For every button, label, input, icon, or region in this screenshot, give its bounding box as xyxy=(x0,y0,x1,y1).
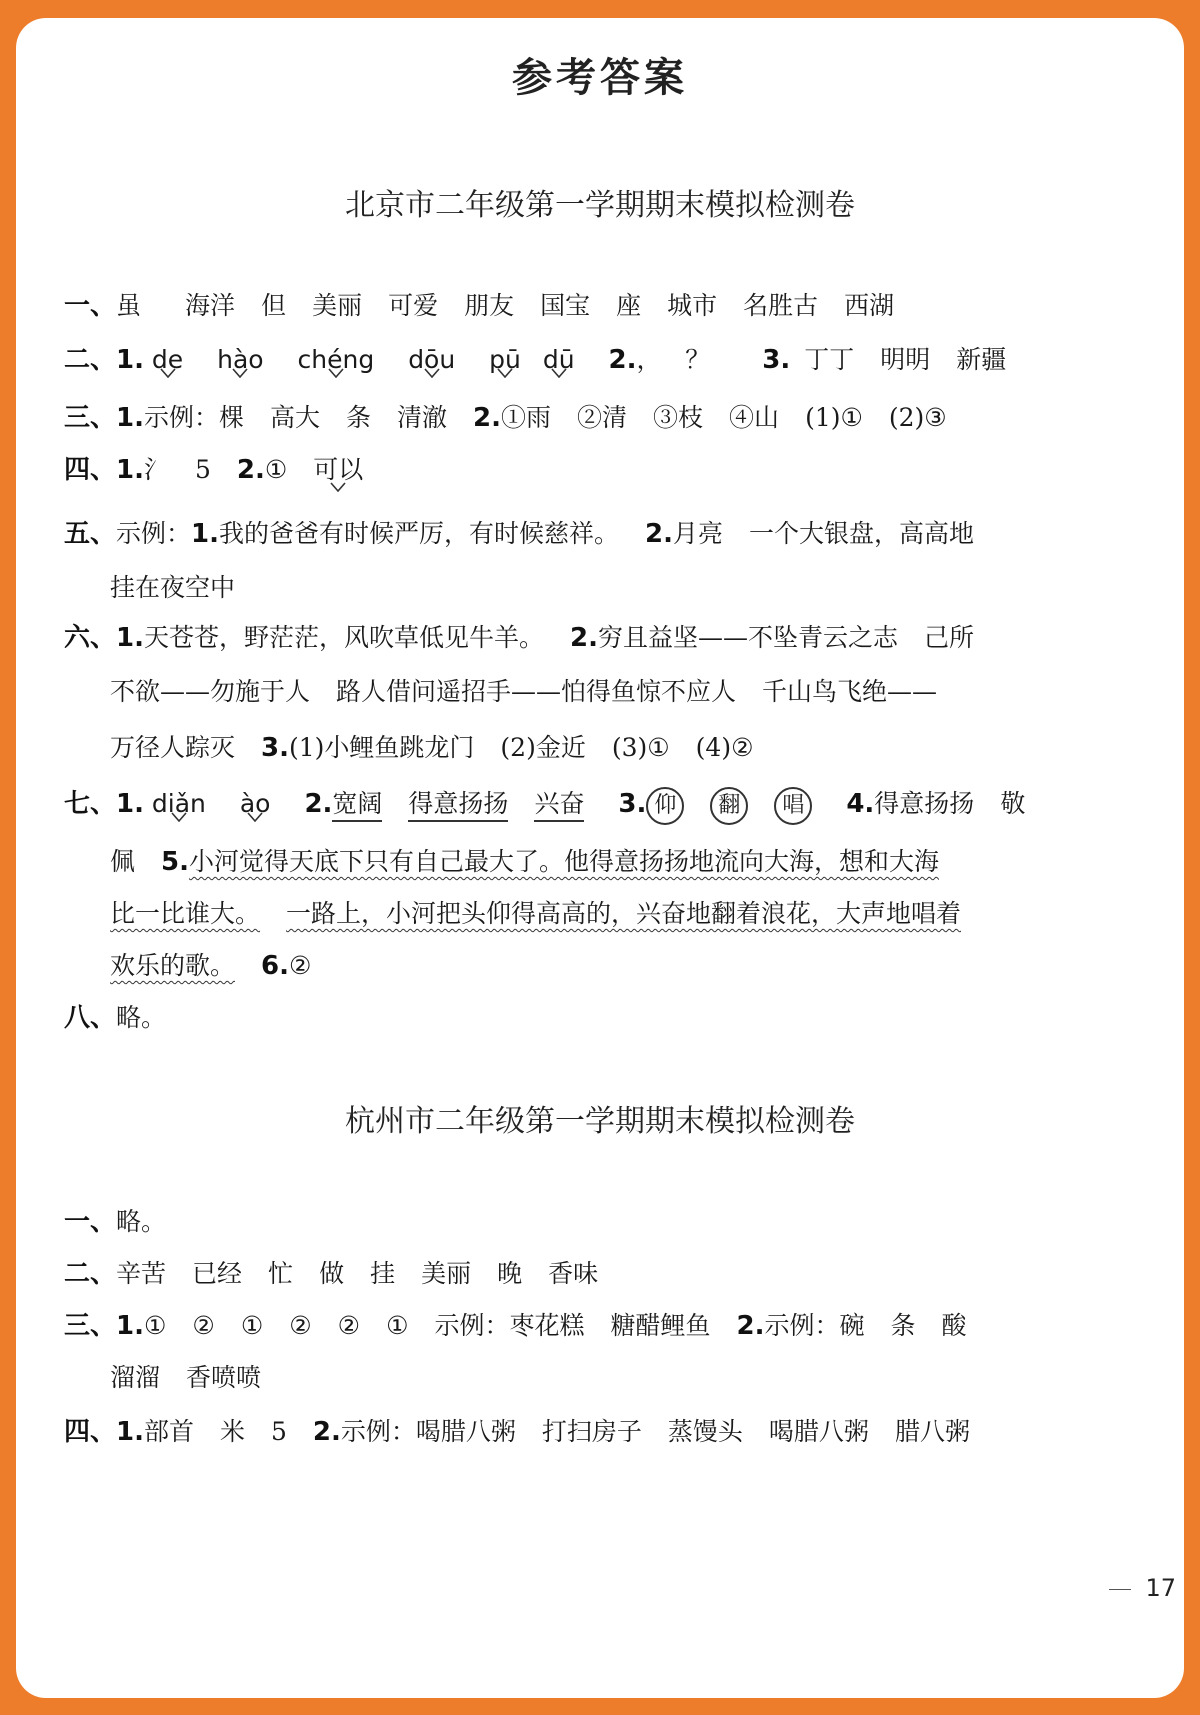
circled-char: 翻 xyxy=(710,787,748,825)
answer-word: 糖醋鲤鱼 xyxy=(610,1311,711,1340)
answer-word: 得意扬扬 xyxy=(874,789,975,818)
answer-word: 但 xyxy=(261,291,287,320)
answer-word: 米 xyxy=(219,1417,245,1446)
pinyin-answer: pū xyxy=(489,340,521,380)
question-mark: 三、1. xyxy=(64,403,144,433)
check-icon xyxy=(232,368,248,378)
answer-word: (1)① xyxy=(805,403,863,432)
answer-word: 做 xyxy=(319,1259,345,1288)
answer-line-7 xyxy=(64,784,1025,824)
answer-word: 座 xyxy=(616,291,642,320)
answer-text: 示例：碗 xyxy=(764,1311,865,1340)
pinyin-answer: hào xyxy=(217,340,263,380)
sub-mark: 4. xyxy=(846,789,875,819)
answer-sentence: 不欲——勿施于人 xyxy=(110,677,311,706)
answer-word: 氵 xyxy=(143,455,169,484)
answer-line-h3b xyxy=(110,1358,261,1398)
question-mark: 一、 xyxy=(64,1207,117,1237)
answer-word: 晚 xyxy=(497,1259,523,1288)
answer-line-5b xyxy=(110,568,235,608)
answer-word: 美丽 xyxy=(421,1259,472,1288)
answer-word: 挂 xyxy=(370,1259,396,1288)
answer-word: ② xyxy=(337,1311,361,1340)
answer-word: ① xyxy=(240,1311,264,1340)
answer-line-6b xyxy=(110,672,937,712)
answer-line-h3 xyxy=(64,1306,967,1346)
answer-word: ④山 xyxy=(729,403,780,432)
answer-word: 打扫房子 xyxy=(541,1417,642,1446)
question-mark: 七、1. xyxy=(64,789,144,819)
answer-sentence: 穷且益坚——不坠青云之志 xyxy=(597,623,898,652)
answer-word: 腊八粥 xyxy=(894,1417,970,1446)
answer-word: 丁丁 xyxy=(804,345,855,374)
answer-sentence: (3)① xyxy=(611,733,670,762)
answer-word: 香喷喷 xyxy=(186,1363,262,1392)
answer-sentence: (2)金近 xyxy=(500,733,586,762)
circled-char: 仰 xyxy=(646,787,684,825)
answer-sentence: 一个大银盘，高高地 xyxy=(749,519,975,548)
answer-text: 略。 xyxy=(116,1003,167,1032)
answer-word: 辛苦 xyxy=(116,1259,167,1288)
answer-word: (2)③ xyxy=(888,403,947,432)
sub-mark: 2. xyxy=(312,1417,341,1447)
check-icon xyxy=(171,812,187,822)
page-number-text: 17 xyxy=(1145,1574,1176,1602)
answer-sentence: 天苍苍，野茫茫，风吹草低见牛羊。 xyxy=(143,623,544,652)
answer-word: 清澈 xyxy=(397,403,448,432)
answer-word: 海洋 xyxy=(185,291,236,320)
sub-mark: 2. xyxy=(736,1311,765,1341)
answer-word: 国宝 xyxy=(540,291,591,320)
answer-line-7b xyxy=(110,842,939,882)
sub-mark: 2. xyxy=(645,519,673,549)
answer-line-7c xyxy=(110,894,961,934)
answer-word: 新疆 xyxy=(956,345,1007,374)
marked-word: 可以 xyxy=(313,450,363,490)
answer-text: 示例：枣花糕 xyxy=(434,1311,585,1340)
answer-word: 条 xyxy=(890,1311,916,1340)
answer-word: 西湖 xyxy=(844,291,895,320)
answer-word: 佩 xyxy=(110,847,136,876)
answer-sentence: (1)小鲤鱼跳龙门 xyxy=(288,733,475,762)
answer-line-6 xyxy=(64,618,974,658)
answer-word: 名胜古 xyxy=(743,291,819,320)
answer-word: ①雨 xyxy=(501,403,552,432)
answer-word: 敬 xyxy=(1000,789,1026,818)
check-icon xyxy=(497,368,513,378)
answer-word: ① xyxy=(264,455,288,484)
answer-line-6c xyxy=(110,728,753,768)
answer-line-4 xyxy=(64,450,363,490)
section-title-beijing: 北京市二年级第一学期期末模拟检测卷 xyxy=(345,188,855,223)
question-mark: 二、1. xyxy=(64,345,144,375)
answer-line-3 xyxy=(64,398,947,438)
sub-mark: 3. xyxy=(618,789,647,819)
check-icon xyxy=(328,368,344,378)
sub-mark: 2. xyxy=(473,403,501,433)
answer-word: ③枝 xyxy=(653,403,704,432)
check-icon xyxy=(330,482,346,492)
answer-word: 可爱 xyxy=(388,291,439,320)
pinyin-answer: chéng xyxy=(298,340,375,380)
question-mark: 六、1. xyxy=(64,623,144,653)
answer-word: 5 xyxy=(194,455,211,484)
answer-word: 美丽 xyxy=(312,291,363,320)
answer-line-8 xyxy=(64,998,166,1038)
answer-word: 城市 xyxy=(667,291,718,320)
answer-word: ② xyxy=(289,1311,312,1340)
answer-text: 示例：喝腊八粥 xyxy=(340,1417,516,1446)
answer-word: ① xyxy=(386,1311,409,1340)
answer-word: 5 xyxy=(271,1417,287,1446)
answer-text: 示例：棵 xyxy=(143,403,244,432)
answer-text: 略。 xyxy=(116,1207,167,1236)
answer-text: 示例： xyxy=(116,519,192,548)
wavy-underlined-sentence: 小河觉得天底下只有自己最大了。他得意扬扬地流向大海，想和大海 xyxy=(188,847,939,876)
pinyin-answer: ào xyxy=(240,784,271,824)
wavy-underlined-sentence: 欢乐的歌。 xyxy=(110,951,236,980)
pinyin-answer: diǎn xyxy=(152,784,206,824)
answer-word: 月亮 xyxy=(672,519,723,548)
sub-mark: 6. xyxy=(261,951,289,981)
answer-word: 忙 xyxy=(268,1259,294,1288)
underlined-word: 兴奋 xyxy=(534,789,584,822)
answer-sentence: 己所 xyxy=(923,623,974,652)
check-icon xyxy=(424,368,440,378)
sub-mark: 1. xyxy=(191,519,219,549)
sub-mark: 2. xyxy=(608,345,637,375)
sub-mark: 5. xyxy=(161,847,189,877)
answer-word: 虽 xyxy=(116,291,142,320)
answer-sentence: 路人借问遥招手——怕得鱼惊不应人 xyxy=(336,677,737,706)
answer-word: 朋友 xyxy=(464,291,515,320)
answer-page xyxy=(16,18,1184,1698)
answer-line-h1 xyxy=(64,1202,166,1242)
answer-word: 明明 xyxy=(880,345,931,374)
question-mark: 三、1. xyxy=(64,1311,144,1341)
answer-line-1 xyxy=(64,286,894,326)
answer-sentence: 我的爸爸有时候严厉，有时候慈祥。 xyxy=(219,519,620,548)
question-mark: 一、 xyxy=(64,291,117,321)
question-mark: 四、1. xyxy=(64,455,144,485)
answer-word: 蒸馒头 xyxy=(667,1417,743,1446)
sub-mark: 3. xyxy=(762,345,791,375)
question-mark: 八、 xyxy=(64,1003,117,1033)
answer-word: 条 xyxy=(346,403,372,432)
answer-word: ② xyxy=(288,951,312,980)
check-icon xyxy=(160,368,176,378)
answer-sentence: 万径人踪灭 xyxy=(110,733,236,762)
answer-line-7d xyxy=(110,946,311,986)
answer-word: 溜溜 xyxy=(110,1363,161,1392)
divider xyxy=(1109,1589,1131,1590)
sub-mark: 2. xyxy=(236,455,265,485)
question-mark: 五、 xyxy=(64,519,117,549)
underlined-word: 宽阔 xyxy=(332,789,382,822)
pinyin-answer: dōu xyxy=(408,340,455,380)
answer-word: ②清 xyxy=(577,403,628,432)
answer-sentence: 挂在夜空中 xyxy=(110,573,236,602)
punct-answer: ， ？ xyxy=(636,345,711,374)
answer-word: 已经 xyxy=(192,1259,243,1288)
pinyin-answer: dū xyxy=(543,340,575,380)
section-title-hangzhou: 杭州市二年级第一学期期末模拟检测卷 xyxy=(345,1104,855,1139)
answer-line-h4 xyxy=(64,1412,970,1452)
page-title: 参考答案 xyxy=(512,55,688,101)
answer-word: ② xyxy=(192,1311,215,1340)
sub-mark: 2. xyxy=(569,623,598,653)
answer-line-h2 xyxy=(64,1254,598,1294)
answer-word: 部首 xyxy=(143,1417,194,1446)
answer-word: 香味 xyxy=(548,1259,599,1288)
check-icon xyxy=(247,812,263,822)
answer-line-5 xyxy=(64,514,974,554)
circled-char: 唱 xyxy=(774,787,812,825)
answer-word: ① xyxy=(143,1311,167,1340)
answer-word: 酸 xyxy=(941,1311,967,1340)
question-mark: 二、 xyxy=(64,1259,117,1289)
sub-mark: 3. xyxy=(261,733,289,763)
underlined-word: 得意扬扬 xyxy=(408,789,508,822)
answer-sentence: 千山鸟飞绝—— xyxy=(762,677,938,706)
answer-word: 喝腊八粥 xyxy=(768,1417,869,1446)
sub-mark: 2. xyxy=(304,789,333,819)
question-mark: 四、1. xyxy=(64,1417,144,1447)
answer-line-2 xyxy=(64,340,1006,380)
answer-sentence: (4)② xyxy=(695,733,754,762)
wavy-underlined-sentence: 比一比谁大。 xyxy=(110,899,261,928)
answer-word: 高大 xyxy=(269,403,320,432)
check-icon xyxy=(551,368,567,378)
pinyin-answer: de xyxy=(152,340,183,380)
page-number xyxy=(1109,1574,1176,1602)
wavy-underlined-sentence: 一路上，小河把头仰得高高的，兴奋地翻着浪花，大声地唱着 xyxy=(286,899,962,928)
